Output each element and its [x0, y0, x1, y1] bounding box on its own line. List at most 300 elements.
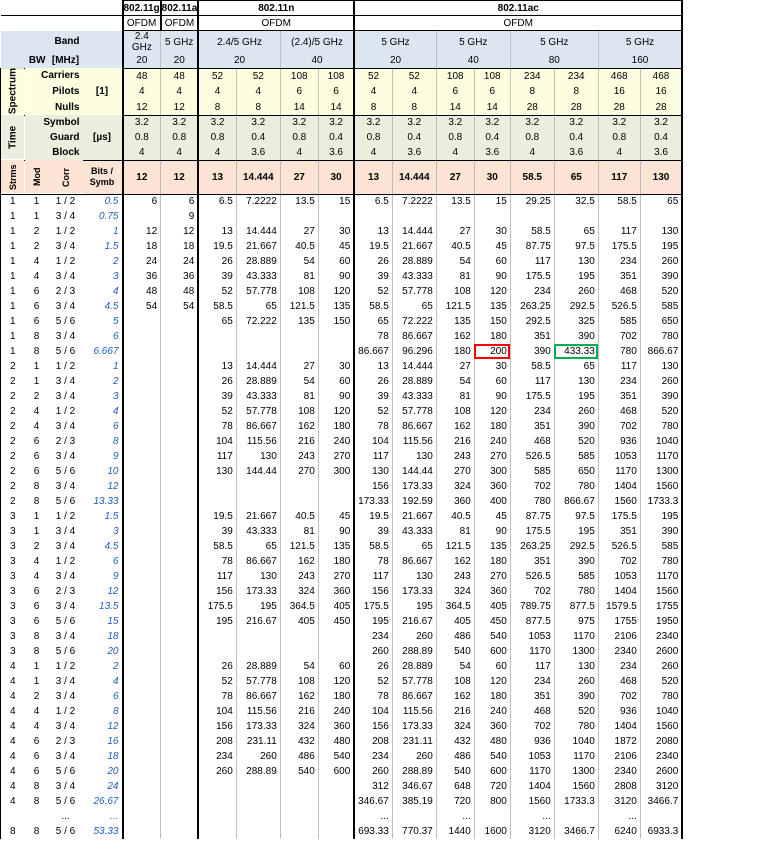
rate-cell: 108	[436, 284, 474, 299]
ofdm-label: OFDM	[123, 16, 161, 31]
corr-cell: 3 / 4	[55, 481, 76, 493]
rate-cell: 390	[554, 689, 598, 704]
rate-cell: 30	[474, 359, 510, 374]
rate-cell	[510, 209, 554, 224]
rate-cell: 90	[318, 269, 354, 284]
pilots-cell: 4	[123, 84, 161, 100]
rate-cell	[198, 779, 236, 794]
mod-cell: 6	[33, 286, 40, 298]
rate-cell: 156	[198, 719, 236, 734]
rate-cell	[198, 824, 236, 839]
rate-cell: 135	[436, 314, 474, 329]
rate-cell: 57.778	[236, 674, 280, 689]
strms-cell: 4	[1, 704, 25, 719]
pilots-unit: [1]	[83, 84, 123, 100]
rate-cell: 175.5	[354, 599, 392, 614]
nulls-cell: 28	[554, 99, 598, 115]
table-row	[1, 764, 683, 779]
nulls-cell: 28	[510, 99, 554, 115]
rate-cell: 1872	[598, 734, 640, 749]
rate-cell: 54	[123, 299, 161, 314]
symbol-cell: 3.2	[198, 115, 236, 130]
strms-cell: 1	[1, 269, 25, 284]
pilots-cell: 6	[436, 84, 474, 100]
rate-cell	[318, 494, 354, 509]
rate-cell: 130	[640, 224, 682, 239]
spectrum-vertical-label: Spectrum	[1, 68, 25, 115]
rate-cell: 702	[598, 329, 640, 344]
rate-cell: 270	[280, 464, 318, 479]
band-value: (2.4)/5 GHz	[280, 31, 354, 54]
mod-cell: 1	[33, 511, 40, 523]
rate-cell	[161, 659, 199, 674]
mod-cell: 4	[33, 706, 40, 718]
corr-cell: 3 / 4	[55, 781, 76, 793]
bits-cell: 12	[83, 719, 123, 734]
table-row	[1, 494, 683, 509]
rate-cell: 43.333	[392, 524, 436, 539]
strms-cell: 2	[1, 479, 25, 494]
rate-cell: 260	[640, 374, 682, 389]
rate-cell: 1560	[598, 494, 640, 509]
rate-cell: 936	[510, 734, 554, 749]
rate-cell: 40.5	[280, 239, 318, 254]
rate-cell	[123, 794, 161, 809]
rate-cell: 162	[280, 419, 318, 434]
symbol-cell: 3.2	[598, 115, 640, 130]
rate-cell	[392, 209, 436, 224]
rate-cell: 200	[474, 344, 510, 359]
rate-cell: 130	[236, 569, 280, 584]
rate-cell: 234	[598, 659, 640, 674]
symbol-cell: 3.2	[510, 115, 554, 130]
pilots-cell: 4	[354, 84, 392, 100]
rate-cell: 15	[474, 194, 510, 209]
carriers-cell: 52	[236, 68, 280, 84]
mod-cell: 6	[33, 601, 40, 613]
table-row	[1, 569, 683, 584]
rate-cell: 24	[123, 254, 161, 269]
corr-cell: 1 / 2	[55, 226, 76, 238]
corr-cell: 3 / 4	[55, 421, 76, 433]
rate-cell: 260	[640, 254, 682, 269]
rate-cell: 12	[123, 224, 161, 239]
block-cell: 4	[280, 145, 318, 160]
table-row	[1, 719, 683, 734]
rate-cell: 19.5	[198, 509, 236, 524]
guard-cell: 0.4	[554, 130, 598, 145]
strms-cell: 3	[1, 569, 25, 584]
mod-cell: 1	[33, 196, 40, 208]
rate-cell: 150	[318, 314, 354, 329]
rate-cell: 540	[436, 644, 474, 659]
bits-cell: 12	[83, 584, 123, 599]
rate-cell: 28.889	[392, 374, 436, 389]
rate-cell: 526.5	[510, 569, 554, 584]
rate-cell: 351	[598, 389, 640, 404]
bits-header-cell: 13	[198, 160, 236, 194]
rate-cell: 351	[510, 554, 554, 569]
row-guard	[1, 130, 683, 145]
table-row	[1, 389, 683, 404]
bits-cell: 1.5	[83, 509, 123, 524]
rate-cell: 234	[354, 629, 392, 644]
rate-cell: 13	[354, 224, 392, 239]
bits-cell: ...	[83, 809, 123, 824]
rate-cell: 780	[640, 554, 682, 569]
bits-cell: 20	[83, 764, 123, 779]
rate-cell	[123, 344, 161, 359]
rate-cell: 162	[280, 554, 318, 569]
rate-cell: 173.33	[236, 719, 280, 734]
rate-cell	[123, 734, 161, 749]
bits-cell: 26.67	[83, 794, 123, 809]
rate-cell	[198, 794, 236, 809]
rate-cell: 520	[640, 284, 682, 299]
rate-cell: 468	[598, 404, 640, 419]
table-row	[1, 674, 683, 689]
bits-cell: 6	[83, 329, 123, 344]
strms-cell: 1	[1, 344, 25, 359]
rate-cell: 3466.7	[640, 794, 682, 809]
band-value: 5 GHz	[598, 31, 682, 54]
rate-cell: 81	[436, 269, 474, 284]
rate-cell	[123, 689, 161, 704]
bw-value: 40	[436, 53, 510, 68]
rate-cell	[198, 809, 236, 824]
rate-cell: 180	[318, 554, 354, 569]
rate-cell: 43.333	[392, 269, 436, 284]
rate-cell: 28.889	[236, 659, 280, 674]
bw-value: 160	[598, 53, 682, 68]
strms-cell: 1	[1, 194, 25, 209]
rate-cell: 87.75	[510, 239, 554, 254]
rate-cell: 60	[318, 254, 354, 269]
rate-cell: 1755	[640, 599, 682, 614]
rate-cell: 26	[198, 254, 236, 269]
bits-cell: 1	[83, 359, 123, 374]
mod-cell: 6	[33, 751, 40, 763]
rate-cell: 216	[280, 434, 318, 449]
bits-header-cell: 12	[123, 160, 161, 194]
rate-cell	[123, 314, 161, 329]
rate-cell: 270	[474, 569, 510, 584]
bits-cell: 6	[83, 419, 123, 434]
strms-cell: 1	[1, 239, 25, 254]
rate-cell: 58.5	[198, 539, 236, 554]
rate-cell: 3120	[598, 794, 640, 809]
rate-cell: 270	[318, 449, 354, 464]
nulls-cell: 8	[354, 99, 392, 115]
blank	[83, 99, 123, 115]
strms-cell: 4	[1, 779, 25, 794]
rate-cell: ...	[510, 809, 554, 824]
rate-cell: 234	[510, 284, 554, 299]
rate-cell	[161, 344, 199, 359]
rate-cell: 27	[436, 359, 474, 374]
rate-cell	[280, 824, 318, 839]
rate-cell	[123, 374, 161, 389]
rate-cell: 346.67	[392, 779, 436, 794]
rate-cell	[123, 329, 161, 344]
bits-cell: 2	[83, 254, 123, 269]
rate-cell: 13.5	[280, 194, 318, 209]
rate-cell: 300	[318, 464, 354, 479]
mod-cell: 6	[33, 766, 40, 778]
strms-cell: 2	[1, 374, 25, 389]
rate-cell: 1170	[640, 569, 682, 584]
rate-cell: 26	[198, 374, 236, 389]
nulls-cell: 8	[198, 99, 236, 115]
pilots-cell: 16	[640, 84, 682, 100]
rate-cell: 208	[354, 734, 392, 749]
rate-cell: 52	[198, 284, 236, 299]
rate-cell: 162	[436, 329, 474, 344]
rate-cell	[161, 764, 199, 779]
rate-cell	[236, 779, 280, 794]
block-cell: 4	[198, 145, 236, 160]
rate-cell	[123, 599, 161, 614]
rate-cell: 57.778	[236, 404, 280, 419]
rate-cell: 360	[474, 479, 510, 494]
bits-cell: 0.5	[83, 194, 123, 209]
bits-cell: 3	[83, 389, 123, 404]
mod-cell: 8	[33, 496, 40, 508]
bits-cell: 15	[83, 614, 123, 629]
rate-cell: 29.25	[510, 194, 554, 209]
rate-cell: 86.667	[354, 344, 392, 359]
rate-cell: 175.5	[510, 269, 554, 284]
corr-cell: 5 / 6	[55, 466, 76, 478]
standard-header: 802.11g	[123, 2, 160, 14]
carriers-cell: 468	[640, 68, 682, 84]
rate-cell: 135	[318, 539, 354, 554]
mod-cell: 4	[33, 406, 40, 418]
rate-cell	[280, 779, 318, 794]
rate-cell: 2600	[640, 764, 682, 779]
strms-cell: 1	[1, 224, 25, 239]
table-row	[1, 374, 683, 389]
rate-cell: 2340	[598, 644, 640, 659]
strms-cell: 1	[1, 329, 25, 344]
corr-cell: 3 / 4	[55, 376, 76, 388]
rate-cell	[161, 479, 199, 494]
blank	[83, 145, 123, 160]
nulls-cell: 28	[640, 99, 682, 115]
bits-cell: 6	[83, 689, 123, 704]
rate-cell	[236, 809, 280, 824]
corr-cell: 3 / 4	[55, 451, 76, 463]
block-cell: 3.6	[318, 145, 354, 160]
rate-cell: 60	[474, 254, 510, 269]
carriers-cell: 52	[198, 68, 236, 84]
rate-cell: 195	[554, 524, 598, 539]
rate-cell: 81	[436, 524, 474, 539]
block-cell: 3.6	[392, 145, 436, 160]
rate-cell: 1053	[510, 749, 554, 764]
rate-cell	[236, 824, 280, 839]
rate-cell: 30	[318, 359, 354, 374]
rate-cell: 450	[474, 614, 510, 629]
standard-header: 802.11a	[161, 2, 198, 14]
rate-cell: 45	[474, 509, 510, 524]
rate-cell: 405	[436, 614, 474, 629]
rate-cell: 175.5	[598, 239, 640, 254]
rate-cell: 234	[510, 674, 554, 689]
bits-cell: 9	[83, 449, 123, 464]
rate-cell	[280, 329, 318, 344]
rate-cell	[161, 629, 199, 644]
rate-cell: 433.33	[554, 344, 598, 359]
rate-cell: 173.33	[392, 479, 436, 494]
rate-cell: 1040	[554, 734, 598, 749]
rate-cell: 324	[436, 479, 474, 494]
rate-cell	[236, 329, 280, 344]
block-cell: 4	[123, 145, 161, 160]
rate-cell	[123, 764, 161, 779]
rate-cell	[123, 554, 161, 569]
rate-cell: 1560	[554, 779, 598, 794]
rate-cell: 540	[280, 764, 318, 779]
table-row	[1, 314, 683, 329]
rate-cell: 43.333	[236, 269, 280, 284]
bits-header-cell: 30	[318, 160, 354, 194]
rate-cell	[123, 704, 161, 719]
rate-cell: 390	[640, 389, 682, 404]
rate-cell	[161, 434, 199, 449]
rate-cell: 2808	[598, 779, 640, 794]
rate-cell	[280, 494, 318, 509]
mod-cell: 6	[33, 436, 40, 448]
strms-header: Strms	[1, 160, 25, 194]
rate-cell	[318, 629, 354, 644]
mod-cell: 4	[33, 271, 40, 283]
carriers-cell: 52	[392, 68, 436, 84]
table-row	[1, 824, 683, 839]
rate-cell: 243	[436, 569, 474, 584]
guard-cell: 0.8	[436, 130, 474, 145]
rate-cell: 180	[436, 344, 474, 359]
mod-cell: 4	[33, 571, 40, 583]
rate-cell: 526.5	[510, 449, 554, 464]
rate-cell: 3120	[640, 779, 682, 794]
rate-cell: 585	[640, 299, 682, 314]
rate-cell	[354, 209, 392, 224]
rate-cell: 26	[198, 659, 236, 674]
rate-cell: 156	[354, 719, 392, 734]
rate-cell: 288.89	[392, 644, 436, 659]
guard-cell: 0.4	[318, 130, 354, 145]
rate-cell: 180	[474, 689, 510, 704]
rate-cell: 87.75	[510, 509, 554, 524]
table-row	[1, 224, 683, 239]
table-row	[1, 194, 683, 209]
rate-cell	[161, 329, 199, 344]
rate-cell: 480	[474, 734, 510, 749]
rate-cell: 135	[474, 539, 510, 554]
corr-cell: 3 / 4	[55, 676, 76, 688]
bits-cell: 24	[83, 779, 123, 794]
guard-cell: 0.4	[474, 130, 510, 145]
rate-cell: 1300	[554, 644, 598, 659]
rate-cell: 86.667	[392, 329, 436, 344]
pilots-cell: 6	[280, 84, 318, 100]
time-vertical-label: Time	[1, 115, 25, 160]
strms-cell: 4	[1, 674, 25, 689]
rate-cell: 780	[640, 419, 682, 434]
blank	[83, 31, 123, 54]
band-value: 5 GHz	[510, 31, 598, 54]
table-row	[1, 599, 683, 614]
strms-cell: 3	[1, 614, 25, 629]
rate-cell: 1170	[510, 644, 554, 659]
rate-cell: 90	[474, 269, 510, 284]
nulls-cell: 8	[392, 99, 436, 115]
guard-cell: 0.8	[198, 130, 236, 145]
rate-cell: 195	[640, 239, 682, 254]
rate-cell: 32.5	[554, 194, 598, 209]
symbol-cell: 3.2	[640, 115, 682, 130]
rate-cell	[161, 824, 199, 839]
guard-cell: 0.8	[354, 130, 392, 145]
rate-cell: 405	[474, 599, 510, 614]
rate-cell	[123, 479, 161, 494]
rate-cell: 27	[280, 359, 318, 374]
rate-cell: 96.296	[392, 344, 436, 359]
symbol-cell: 3.2	[123, 115, 161, 130]
rate-cell: 6240	[598, 824, 640, 839]
rate-cell: 58.5	[198, 299, 236, 314]
strms-cell: 3	[1, 509, 25, 524]
rate-cell: 432	[280, 734, 318, 749]
rate-cell: 86.667	[236, 554, 280, 569]
bits-cell: 6	[83, 554, 123, 569]
rate-cell	[280, 344, 318, 359]
rate-cell: 192.59	[392, 494, 436, 509]
rate-cell: 52	[354, 284, 392, 299]
rate-cell: 2106	[598, 629, 640, 644]
rate-cell: 936	[598, 704, 640, 719]
rate-cell	[123, 659, 161, 674]
rate-cell: 260	[392, 749, 436, 764]
corr-cell: 3 / 4	[55, 751, 76, 763]
mod-cell: 8	[33, 331, 40, 343]
corr-cell: 3 / 4	[55, 691, 76, 703]
corr-cell: 1 / 2	[55, 556, 76, 568]
corr-cell: 3 / 4	[55, 391, 76, 403]
rate-cell: 108	[280, 284, 318, 299]
rate-cell: 800	[474, 794, 510, 809]
rate-cell: 54	[280, 254, 318, 269]
rate-cell	[236, 344, 280, 359]
bits-cell: 4.5	[83, 539, 123, 554]
rate-cell: 2106	[598, 749, 640, 764]
rate-cell: 57.778	[392, 674, 436, 689]
mod-cell: 6	[33, 616, 40, 628]
row-symbol	[1, 115, 683, 130]
rate-cell: 21.667	[236, 509, 280, 524]
row-bits-header	[1, 160, 683, 194]
rate-cell: 195	[554, 269, 598, 284]
rate-cell: 260	[354, 644, 392, 659]
mod-cell: 4	[33, 256, 40, 268]
rate-cell: 1733.3	[554, 794, 598, 809]
strms-cell: 4	[1, 689, 25, 704]
rate-cell: 104	[198, 434, 236, 449]
rate-cell: 28.889	[392, 659, 436, 674]
mod-cell: 4	[33, 721, 40, 733]
rate-cell: 263.25	[510, 539, 554, 554]
